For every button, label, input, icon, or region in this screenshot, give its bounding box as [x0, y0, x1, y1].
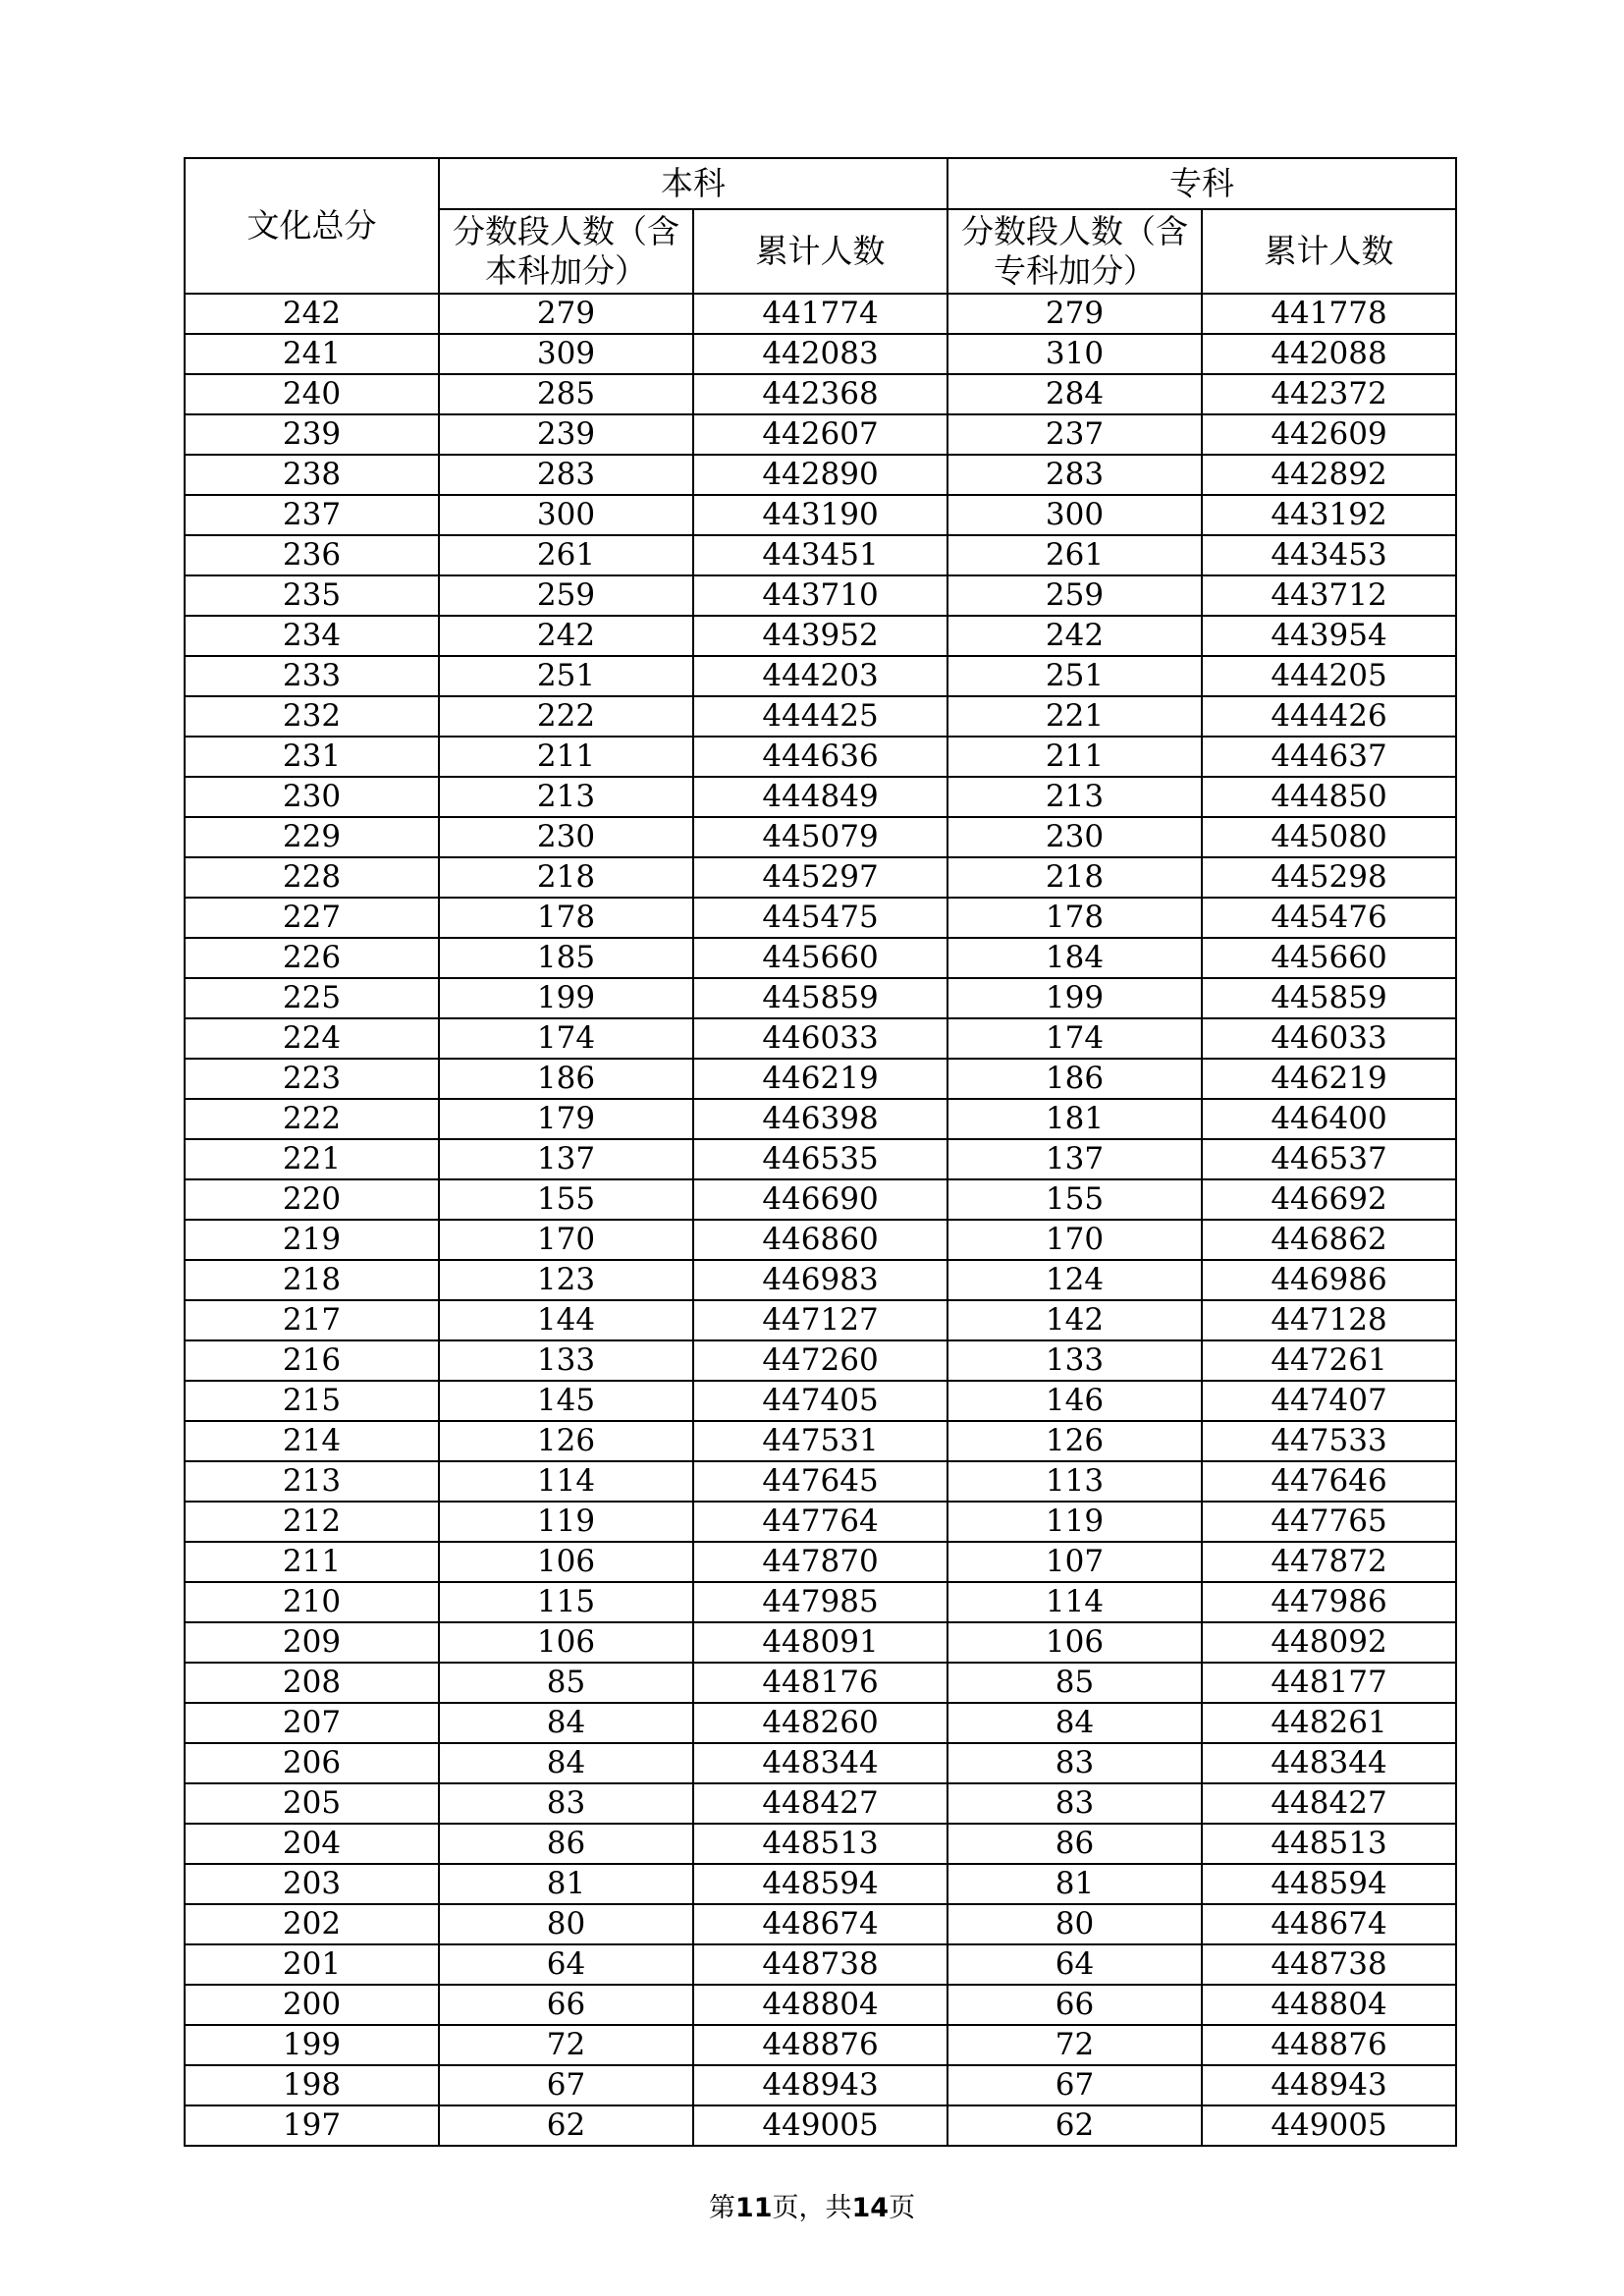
cell-zhuanke-segment: 213 [947, 777, 1202, 817]
cell-zhuanke-cumulative: 446400 [1202, 1099, 1456, 1139]
cell-benke-segment: 170 [439, 1220, 693, 1260]
cell-score: 220 [185, 1179, 439, 1220]
cell-benke-segment: 279 [439, 294, 693, 334]
cell-score: 227 [185, 898, 439, 938]
cell-score: 239 [185, 414, 439, 455]
cell-zhuanke-segment: 242 [947, 616, 1202, 656]
table-row [185, 1381, 1456, 1421]
footer-page-number: 11 [734, 2193, 773, 2223]
table-row [185, 1542, 1456, 1582]
cell-score: 219 [185, 1220, 439, 1260]
cell-zhuanke-cumulative: 448092 [1202, 1622, 1456, 1663]
cell-benke-cumulative: 447405 [693, 1381, 947, 1421]
cell-score: 199 [185, 2025, 439, 2065]
cell-benke-segment: 85 [439, 1663, 693, 1703]
cell-zhuanke-segment: 259 [947, 575, 1202, 616]
cell-zhuanke-cumulative: 448804 [1202, 1985, 1456, 2025]
cell-zhuanke-cumulative: 448344 [1202, 1743, 1456, 1783]
cell-score: 229 [185, 817, 439, 857]
cell-zhuanke-segment: 178 [947, 898, 1202, 938]
cell-zhuanke-segment: 300 [947, 495, 1202, 535]
cell-benke-cumulative: 446398 [693, 1099, 947, 1139]
cell-benke-segment: 144 [439, 1300, 693, 1340]
cell-benke-cumulative: 442890 [693, 455, 947, 495]
cell-benke-cumulative: 446535 [693, 1139, 947, 1179]
cell-score: 215 [185, 1381, 439, 1421]
cell-benke-cumulative: 449005 [693, 2105, 947, 2146]
cell-benke-cumulative: 447764 [693, 1502, 947, 1542]
cell-benke-segment: 66 [439, 1985, 693, 2025]
cell-score: 222 [185, 1099, 439, 1139]
cell-benke-segment: 155 [439, 1179, 693, 1220]
header-benke: 本科 [439, 158, 947, 209]
cell-benke-cumulative: 446033 [693, 1018, 947, 1059]
cell-score: 221 [185, 1139, 439, 1179]
cell-benke-segment: 230 [439, 817, 693, 857]
cell-zhuanke-segment: 126 [947, 1421, 1202, 1461]
cell-benke-segment: 213 [439, 777, 693, 817]
table-row [185, 1824, 1456, 1864]
cell-zhuanke-cumulative: 447646 [1202, 1461, 1456, 1502]
cell-zhuanke-segment: 137 [947, 1139, 1202, 1179]
cell-zhuanke-segment: 261 [947, 535, 1202, 575]
table-row [185, 2105, 1456, 2146]
cell-zhuanke-segment: 251 [947, 656, 1202, 696]
table-row [185, 616, 1456, 656]
cell-zhuanke-cumulative: 445660 [1202, 938, 1456, 978]
cell-benke-segment: 251 [439, 656, 693, 696]
cell-zhuanke-segment: 184 [947, 938, 1202, 978]
cell-benke-cumulative: 445297 [693, 857, 947, 898]
cell-benke-segment: 84 [439, 1703, 693, 1743]
cell-zhuanke-segment: 237 [947, 414, 1202, 455]
cell-zhuanke-segment: 146 [947, 1381, 1202, 1421]
cell-benke-cumulative: 447260 [693, 1340, 947, 1381]
cell-benke-cumulative: 448513 [693, 1824, 947, 1864]
cell-score: 204 [185, 1824, 439, 1864]
cell-benke-cumulative: 445859 [693, 978, 947, 1018]
cell-score: 201 [185, 1944, 439, 1985]
table-row [185, 1421, 1456, 1461]
cell-zhuanke-cumulative: 446537 [1202, 1139, 1456, 1179]
cell-zhuanke-cumulative: 443954 [1202, 616, 1456, 656]
cell-zhuanke-segment: 283 [947, 455, 1202, 495]
cell-zhuanke-cumulative: 442892 [1202, 455, 1456, 495]
cell-score: 236 [185, 535, 439, 575]
cell-benke-cumulative: 447127 [693, 1300, 947, 1340]
table-row [185, 1260, 1456, 1300]
cell-benke-segment: 242 [439, 616, 693, 656]
cell-zhuanke-cumulative: 446033 [1202, 1018, 1456, 1059]
cell-score: 240 [185, 374, 439, 414]
cell-zhuanke-cumulative: 448943 [1202, 2065, 1456, 2105]
cell-zhuanke-cumulative: 442372 [1202, 374, 1456, 414]
table-row [185, 1099, 1456, 1139]
table-row [185, 1340, 1456, 1381]
cell-zhuanke-segment: 133 [947, 1340, 1202, 1381]
cell-benke-segment: 185 [439, 938, 693, 978]
cell-zhuanke-segment: 84 [947, 1703, 1202, 1743]
cell-benke-segment: 84 [439, 1743, 693, 1783]
cell-benke-segment: 133 [439, 1340, 693, 1381]
cell-benke-cumulative: 442607 [693, 414, 947, 455]
cell-score: 209 [185, 1622, 439, 1663]
cell-zhuanke-segment: 170 [947, 1220, 1202, 1260]
cell-score: 197 [185, 2105, 439, 2146]
cell-benke-cumulative: 441774 [693, 294, 947, 334]
table-row [185, 1864, 1456, 1904]
table-row [185, 938, 1456, 978]
cell-score: 226 [185, 938, 439, 978]
table-row [185, 1582, 1456, 1622]
table-row [185, 1461, 1456, 1502]
table-row [185, 575, 1456, 616]
cell-zhuanke-cumulative: 448177 [1202, 1663, 1456, 1703]
cell-benke-segment: 186 [439, 1059, 693, 1099]
cell-zhuanke-segment: 72 [947, 2025, 1202, 2065]
cell-score: 238 [185, 455, 439, 495]
cell-score: 216 [185, 1340, 439, 1381]
cell-score: 237 [185, 495, 439, 535]
cell-zhuanke-segment: 181 [947, 1099, 1202, 1139]
table-row [185, 2065, 1456, 2105]
table-row [185, 2025, 1456, 2065]
cell-benke-cumulative: 443710 [693, 575, 947, 616]
table-row [185, 1220, 1456, 1260]
table-row [185, 1622, 1456, 1663]
cell-score: 225 [185, 978, 439, 1018]
cell-zhuanke-cumulative: 447765 [1202, 1502, 1456, 1542]
table-row [185, 978, 1456, 1018]
cell-benke-cumulative: 445079 [693, 817, 947, 857]
cell-zhuanke-cumulative: 448674 [1202, 1904, 1456, 1944]
cell-benke-segment: 67 [439, 2065, 693, 2105]
cell-benke-segment: 64 [439, 1944, 693, 1985]
header-benke-cumulative: 累计人数 [693, 209, 947, 294]
cell-score: 232 [185, 696, 439, 737]
cell-benke-segment: 114 [439, 1461, 693, 1502]
cell-zhuanke-cumulative: 449005 [1202, 2105, 1456, 2146]
cell-zhuanke-segment: 174 [947, 1018, 1202, 1059]
cell-zhuanke-segment: 85 [947, 1663, 1202, 1703]
cell-score: 198 [185, 2065, 439, 2105]
table-row [185, 1703, 1456, 1743]
header-score: 文化总分 [185, 158, 439, 294]
table-row [185, 334, 1456, 374]
cell-zhuanke-cumulative: 446862 [1202, 1220, 1456, 1260]
table-row [185, 1059, 1456, 1099]
cell-score: 203 [185, 1864, 439, 1904]
table-row [185, 535, 1456, 575]
cell-benke-segment: 283 [439, 455, 693, 495]
cell-zhuanke-cumulative: 442088 [1202, 334, 1456, 374]
cell-score: 230 [185, 777, 439, 817]
cell-benke-segment: 119 [439, 1502, 693, 1542]
table-row [185, 1904, 1456, 1944]
cell-zhuanke-cumulative: 447986 [1202, 1582, 1456, 1622]
header-zhuanke: 专科 [947, 158, 1456, 209]
cell-score: 228 [185, 857, 439, 898]
table-row [185, 857, 1456, 898]
cell-zhuanke-segment: 80 [947, 1904, 1202, 1944]
cell-benke-cumulative: 448876 [693, 2025, 947, 2065]
cell-zhuanke-cumulative: 447872 [1202, 1542, 1456, 1582]
cell-benke-segment: 137 [439, 1139, 693, 1179]
cell-score: 205 [185, 1783, 439, 1824]
cell-benke-cumulative: 448594 [693, 1864, 947, 1904]
cell-benke-cumulative: 444849 [693, 777, 947, 817]
cell-benke-segment: 309 [439, 334, 693, 374]
cell-benke-cumulative: 445475 [693, 898, 947, 938]
cell-zhuanke-cumulative: 446219 [1202, 1059, 1456, 1099]
table-row [185, 1743, 1456, 1783]
cell-benke-cumulative: 444636 [693, 737, 947, 777]
cell-benke-segment: 218 [439, 857, 693, 898]
cell-benke-cumulative: 448091 [693, 1622, 947, 1663]
cell-benke-segment: 285 [439, 374, 693, 414]
cell-zhuanke-cumulative: 445859 [1202, 978, 1456, 1018]
cell-benke-segment: 178 [439, 898, 693, 938]
table-row [185, 777, 1456, 817]
cell-zhuanke-cumulative: 448513 [1202, 1824, 1456, 1864]
cell-zhuanke-cumulative: 443192 [1202, 495, 1456, 535]
cell-benke-cumulative: 446219 [693, 1059, 947, 1099]
cell-benke-cumulative: 448344 [693, 1743, 947, 1783]
table-row [185, 1783, 1456, 1824]
table-body [185, 294, 1456, 2146]
cell-zhuanke-cumulative: 447128 [1202, 1300, 1456, 1340]
cell-score: 213 [185, 1461, 439, 1502]
page-footer [0, 2186, 1624, 2224]
table-row [185, 817, 1456, 857]
cell-benke-segment: 106 [439, 1622, 693, 1663]
footer-total-pages: 14 [851, 2193, 890, 2223]
cell-zhuanke-cumulative: 448261 [1202, 1703, 1456, 1743]
table-row [185, 1018, 1456, 1059]
cell-benke-segment: 86 [439, 1824, 693, 1864]
cell-benke-cumulative: 443451 [693, 535, 947, 575]
cell-benke-cumulative: 445660 [693, 938, 947, 978]
cell-score: 202 [185, 1904, 439, 1944]
cell-zhuanke-cumulative: 441778 [1202, 294, 1456, 334]
cell-benke-cumulative: 442368 [693, 374, 947, 414]
cell-benke-segment: 199 [439, 978, 693, 1018]
cell-zhuanke-segment: 62 [947, 2105, 1202, 2146]
cell-benke-segment: 123 [439, 1260, 693, 1300]
cell-score: 208 [185, 1663, 439, 1703]
cell-score: 241 [185, 334, 439, 374]
table-row [185, 1663, 1456, 1703]
cell-zhuanke-segment: 230 [947, 817, 1202, 857]
table-row [185, 1139, 1456, 1179]
table-row [185, 1985, 1456, 2025]
cell-benke-segment: 62 [439, 2105, 693, 2146]
cell-benke-cumulative: 446860 [693, 1220, 947, 1260]
cell-zhuanke-segment: 310 [947, 334, 1202, 374]
cell-zhuanke-cumulative: 447533 [1202, 1421, 1456, 1461]
cell-benke-segment: 300 [439, 495, 693, 535]
cell-benke-cumulative: 448674 [693, 1904, 947, 1944]
header-zhuanke-cumulative: 累计人数 [1202, 209, 1456, 294]
cell-benke-cumulative: 447531 [693, 1421, 947, 1461]
cell-zhuanke-cumulative: 442609 [1202, 414, 1456, 455]
cell-benke-cumulative: 447985 [693, 1582, 947, 1622]
table-row [185, 898, 1456, 938]
cell-zhuanke-segment: 66 [947, 1985, 1202, 2025]
cell-zhuanke-segment: 113 [947, 1461, 1202, 1502]
cell-zhuanke-cumulative: 443712 [1202, 575, 1456, 616]
cell-zhuanke-segment: 114 [947, 1582, 1202, 1622]
cell-zhuanke-cumulative: 444637 [1202, 737, 1456, 777]
cell-zhuanke-cumulative: 443453 [1202, 535, 1456, 575]
cell-benke-cumulative: 447645 [693, 1461, 947, 1502]
cell-zhuanke-cumulative: 448876 [1202, 2025, 1456, 2065]
header-zhuanke-segment: 分数段人数（含专科加分） [947, 209, 1202, 294]
cell-score: 233 [185, 656, 439, 696]
cell-zhuanke-cumulative: 444205 [1202, 656, 1456, 696]
cell-zhuanke-cumulative: 445298 [1202, 857, 1456, 898]
cell-benke-segment: 126 [439, 1421, 693, 1461]
cell-benke-segment: 239 [439, 414, 693, 455]
cell-score: 218 [185, 1260, 439, 1300]
table-row [185, 1944, 1456, 1985]
cell-benke-cumulative: 446983 [693, 1260, 947, 1300]
footer-suffix: 页 [889, 2193, 916, 2223]
cell-score: 212 [185, 1502, 439, 1542]
cell-zhuanke-segment: 64 [947, 1944, 1202, 1985]
cell-benke-segment: 261 [439, 535, 693, 575]
table-row [185, 1179, 1456, 1220]
cell-zhuanke-segment: 67 [947, 2065, 1202, 2105]
table-row [185, 414, 1456, 455]
cell-zhuanke-cumulative: 448427 [1202, 1783, 1456, 1824]
cell-benke-segment: 259 [439, 575, 693, 616]
cell-zhuanke-segment: 83 [947, 1783, 1202, 1824]
cell-score: 234 [185, 616, 439, 656]
cell-zhuanke-cumulative: 446692 [1202, 1179, 1456, 1220]
cell-zhuanke-cumulative: 448738 [1202, 1944, 1456, 1985]
cell-score: 200 [185, 1985, 439, 2025]
cell-zhuanke-segment: 107 [947, 1542, 1202, 1582]
cell-benke-segment: 145 [439, 1381, 693, 1421]
cell-benke-cumulative: 446690 [693, 1179, 947, 1220]
cell-zhuanke-cumulative: 446986 [1202, 1260, 1456, 1300]
table-row [185, 696, 1456, 737]
cell-benke-segment: 81 [439, 1864, 693, 1904]
cell-zhuanke-segment: 142 [947, 1300, 1202, 1340]
cell-benke-segment: 115 [439, 1582, 693, 1622]
cell-score: 223 [185, 1059, 439, 1099]
cell-zhuanke-segment: 279 [947, 294, 1202, 334]
cell-score: 207 [185, 1703, 439, 1743]
cell-zhuanke-cumulative: 445080 [1202, 817, 1456, 857]
score-distribution-table [184, 157, 1457, 2147]
cell-zhuanke-cumulative: 448594 [1202, 1864, 1456, 1904]
cell-zhuanke-segment: 124 [947, 1260, 1202, 1300]
cell-zhuanke-segment: 218 [947, 857, 1202, 898]
cell-zhuanke-segment: 186 [947, 1059, 1202, 1099]
cell-zhuanke-segment: 221 [947, 696, 1202, 737]
cell-zhuanke-segment: 211 [947, 737, 1202, 777]
table-row [185, 656, 1456, 696]
cell-score: 210 [185, 1582, 439, 1622]
cell-zhuanke-cumulative: 447407 [1202, 1381, 1456, 1421]
cell-score: 235 [185, 575, 439, 616]
cell-benke-cumulative: 444203 [693, 656, 947, 696]
cell-benke-segment: 83 [439, 1783, 693, 1824]
cell-score: 217 [185, 1300, 439, 1340]
cell-zhuanke-segment: 106 [947, 1622, 1202, 1663]
table-row [185, 1300, 1456, 1340]
table-row [185, 1502, 1456, 1542]
cell-benke-cumulative: 444425 [693, 696, 947, 737]
cell-benke-segment: 106 [439, 1542, 693, 1582]
cell-benke-segment: 179 [439, 1099, 693, 1139]
cell-benke-segment: 80 [439, 1904, 693, 1944]
footer-middle: 页，共 [772, 2193, 852, 2223]
cell-score: 242 [185, 294, 439, 334]
cell-zhuanke-segment: 119 [947, 1502, 1202, 1542]
cell-zhuanke-segment: 83 [947, 1743, 1202, 1783]
cell-score: 224 [185, 1018, 439, 1059]
cell-benke-segment: 211 [439, 737, 693, 777]
footer-prefix: 第 [708, 2193, 735, 2223]
table-row [185, 294, 1456, 334]
cell-zhuanke-segment: 199 [947, 978, 1202, 1018]
cell-zhuanke-segment: 284 [947, 374, 1202, 414]
cell-score: 211 [185, 1542, 439, 1582]
cell-zhuanke-cumulative: 445476 [1202, 898, 1456, 938]
cell-zhuanke-cumulative: 444850 [1202, 777, 1456, 817]
cell-zhuanke-cumulative: 447261 [1202, 1340, 1456, 1381]
cell-score: 231 [185, 737, 439, 777]
cell-zhuanke-cumulative: 444426 [1202, 696, 1456, 737]
cell-benke-cumulative: 448738 [693, 1944, 947, 1985]
cell-benke-cumulative: 447870 [693, 1542, 947, 1582]
cell-benke-cumulative: 448260 [693, 1703, 947, 1743]
cell-benke-cumulative: 448804 [693, 1985, 947, 2025]
cell-benke-cumulative: 443952 [693, 616, 947, 656]
cell-benke-cumulative: 442083 [693, 334, 947, 374]
cell-zhuanke-segment: 81 [947, 1864, 1202, 1904]
cell-benke-cumulative: 443190 [693, 495, 947, 535]
cell-score: 206 [185, 1743, 439, 1783]
cell-benke-segment: 174 [439, 1018, 693, 1059]
header-benke-segment: 分数段人数（含本科加分） [439, 209, 693, 294]
cell-score: 214 [185, 1421, 439, 1461]
table-row [185, 374, 1456, 414]
cell-benke-cumulative: 448176 [693, 1663, 947, 1703]
cell-benke-segment: 222 [439, 696, 693, 737]
table-row [185, 495, 1456, 535]
table-row [185, 737, 1456, 777]
cell-zhuanke-segment: 155 [947, 1179, 1202, 1220]
cell-zhuanke-segment: 86 [947, 1824, 1202, 1864]
table-row [185, 455, 1456, 495]
cell-benke-cumulative: 448943 [693, 2065, 947, 2105]
cell-benke-cumulative: 448427 [693, 1783, 947, 1824]
cell-benke-segment: 72 [439, 2025, 693, 2065]
